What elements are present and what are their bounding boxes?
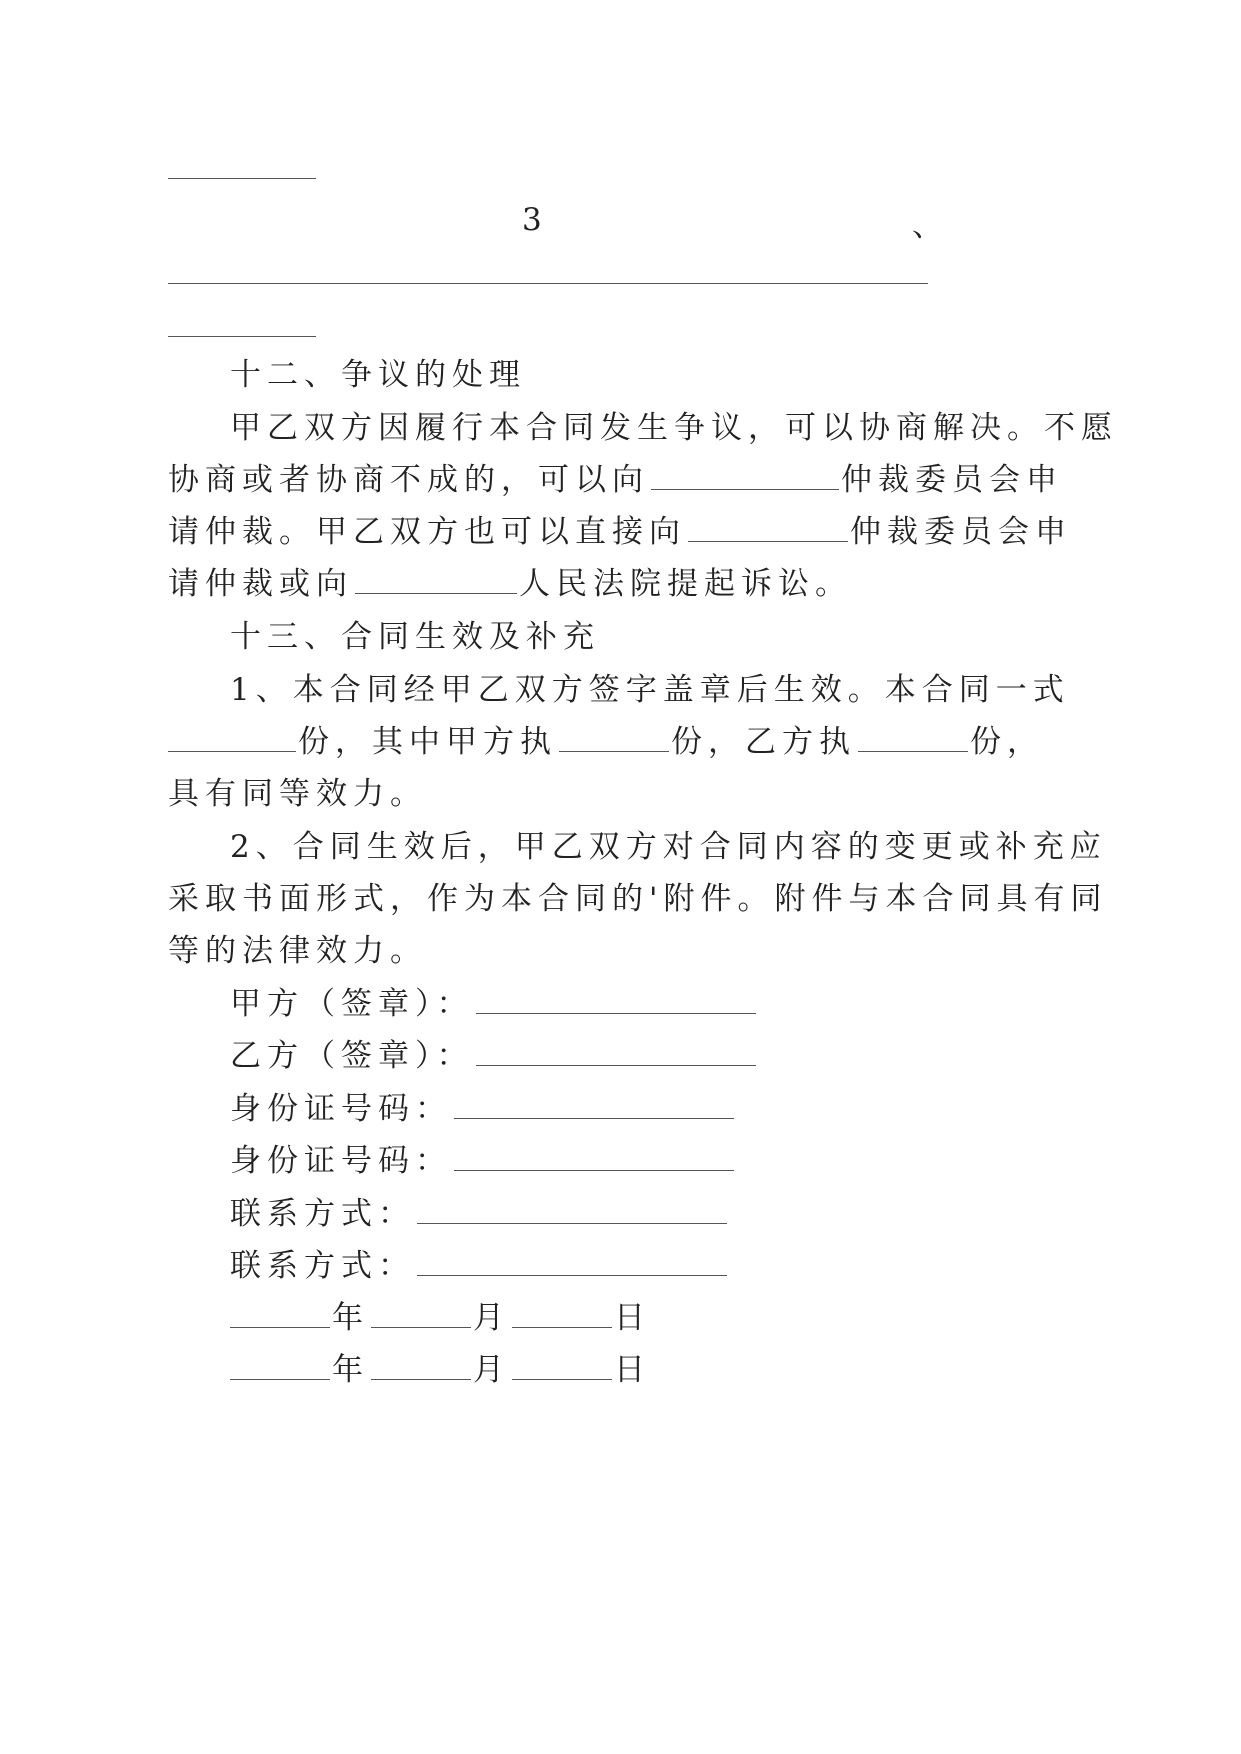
label: 联系方式： [230,1196,415,1232]
id-number-a [230,1089,736,1129]
fill-blank [230,1301,330,1328]
text: 份， [970,724,1044,760]
paragraph-line: 采取书面形式，作为本合同的'附件。附件与本合同具有同 [168,881,1108,917]
paragraph-line: 甲乙双方因履行本合同发生争议，可以协商解决。不愿 [230,410,1118,446]
label: 身份证号码： [230,1143,452,1179]
section-heading: 十二、争议的处理 [230,357,526,393]
signature-party-b [230,1036,758,1076]
fill-blank [858,725,968,752]
fill-blank [559,725,669,752]
paragraph-line [168,722,1044,762]
text: 份，乙方执 [671,724,856,760]
paragraph-line: 等的法律效力。 [168,933,427,969]
label: 乙方（签章）： [230,1038,474,1074]
text: 请仲裁。甲乙双方也可以直接向 [168,514,686,550]
item-number: 3 [522,202,548,238]
paragraph-line: 具有同等效力。 [168,776,427,812]
label: 身份证号码： [230,1091,452,1127]
label: 甲方（签章）： [230,986,474,1022]
year-label: 年 [332,1300,369,1336]
fill-blank [688,515,848,542]
fill-blank [371,1353,471,1380]
fill-blank [371,1301,471,1328]
text: 请仲裁或向 [168,566,353,602]
fill-blank [651,463,839,490]
text: 仲裁委员会申 [841,462,1063,498]
fill-blank [476,987,756,1014]
fill-blank [168,725,296,752]
text: 份，其中甲方执 [298,724,557,760]
day-label: 日 [614,1300,651,1336]
signature-party-a [230,984,758,1024]
contact-a [230,1194,729,1234]
fill-blank [417,1197,727,1224]
fill-blank [512,1301,612,1328]
fill-blank [476,1039,756,1066]
paragraph-line [168,460,1063,500]
month-label: 月 [473,1352,510,1388]
section-heading: 十三、合同生效及补充 [230,619,600,655]
item-mark: 、 [912,208,949,244]
fill-blank [230,1353,330,1380]
fill-blank [512,1353,612,1380]
paragraph-line: 1、本合同经甲乙双方签字盖章后生效。本合同一式 [230,672,1070,708]
id-number-b [230,1141,736,1181]
paragraph-line: 2、合同生效后，甲乙双方对合同内容的变更或补充应 [230,829,1107,865]
text: 仲裁委员会申 [850,514,1072,550]
fill-blank [454,1144,734,1171]
fill-blank [417,1249,727,1276]
fill-blank [454,1092,734,1119]
paragraph-line [168,512,1072,552]
text: 人民法院提起诉讼。 [519,566,852,602]
paragraph-line [168,564,852,604]
fill-blank [355,567,517,594]
text: 协商或者协商不成的，可以向 [168,462,649,498]
month-label: 月 [473,1300,510,1336]
day-label: 日 [614,1352,651,1388]
blank-line [168,178,316,179]
date-line [230,1350,651,1390]
blank-line [168,336,316,337]
contact-b [230,1246,729,1286]
blank-line [168,283,928,284]
label: 联系方式： [230,1248,415,1284]
year-label: 年 [332,1352,369,1388]
date-line [230,1298,651,1338]
